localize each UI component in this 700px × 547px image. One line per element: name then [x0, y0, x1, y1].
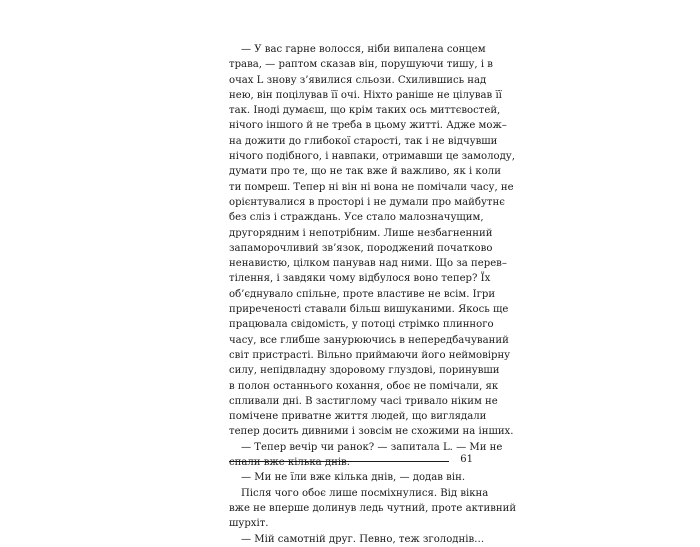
- text-line: вже не вперше долинув ледь чутний, проте активний: [229, 502, 517, 514]
- text-line: орієнтувалися в просторі і не думали про майбутнє: [229, 196, 505, 208]
- text-line: другорядним і непотрібним. Лише незбагненний: [229, 227, 493, 239]
- text-line: — Ми не їли вже кілька днів, — додав він.: [241, 472, 466, 484]
- text-line: на дожити до глибокої старості, так і не відчувши: [229, 135, 498, 147]
- text-line: ненавистю, цілком панував над ними. Що за перев–: [229, 258, 507, 270]
- text-line: тепер досить дивними і зовсім не схожими на інших.: [229, 426, 514, 438]
- footer-divider: [229, 461, 449, 462]
- text-line: — У вас гарне волосся, ніби випалена сонцем: [241, 44, 486, 55]
- text-line: — Мій самотній друг. Певно, теж зголоднів…: [241, 533, 485, 545]
- text-line: запаморочливий зв’язок, породжений початково: [229, 242, 493, 254]
- text-line: силу, непідвладну здоровому глуздові, поринувши: [229, 365, 500, 377]
- text-line: так. Іноді думаєш, що крім таких ось миттєвостей,: [229, 105, 501, 117]
- body-text: [229, 42, 517, 547]
- text-line: об’єднувало спільне, проте властиве не всім. Ігри: [229, 288, 496, 300]
- text-line: спливали дні. В застиглому часі тривало ніким не: [229, 395, 498, 407]
- text-line: трава, — раптом сказав він, порушуючи тишу, і в: [229, 59, 493, 71]
- text-line: Після чого обоє лише посміхнулися. Від вікна: [241, 487, 489, 499]
- text-line: — Тепер вечір чи ранок? — запитала L. — Ми не: [241, 441, 503, 453]
- text-line: нічого іншого й не треба в цьому житті. Адже мож–: [229, 120, 507, 132]
- text-line: очах L знову з’явилися сльози. Схилившись над: [229, 74, 487, 86]
- text-line: помічене приватне життя людей, що виглядали: [229, 411, 487, 423]
- text-line: без сліз і страждань. Усе стало малозначущим,: [229, 212, 484, 224]
- text-line: часу, все глибше занурюючись в непередбачуваний: [229, 334, 509, 346]
- text-line: спали вже кілька днів.: [229, 457, 350, 469]
- text-line: в полон останнього кохання, обоє не помічали, як: [229, 380, 499, 392]
- text-line: працювала свідомість, у потоці стрімко плинного: [229, 319, 494, 331]
- text-line: приреченості ставали більш вишуканими. Якось ще: [229, 304, 509, 316]
- page-number: 61: [460, 454, 473, 465]
- text-line: думати про те, що не так вже й важливо, як і коли: [229, 166, 501, 178]
- text-line: нею, він поцілував її очі. Ніхто раніше не цілував її: [229, 89, 502, 101]
- text-line: світ пристрасті. Вільно приймаючи його неймовірну: [229, 349, 511, 361]
- text-line: шурхіт.: [229, 518, 269, 530]
- text-line: ти помреш. Тепер ні він ні вона не помічали часу, не: [229, 181, 514, 193]
- text-line: тілення, і завдяки чому відбулося воно тепер? Їх: [229, 273, 491, 285]
- text-line: нічого подібного, і навпаки, отримавши це замолоду,: [229, 151, 515, 163]
